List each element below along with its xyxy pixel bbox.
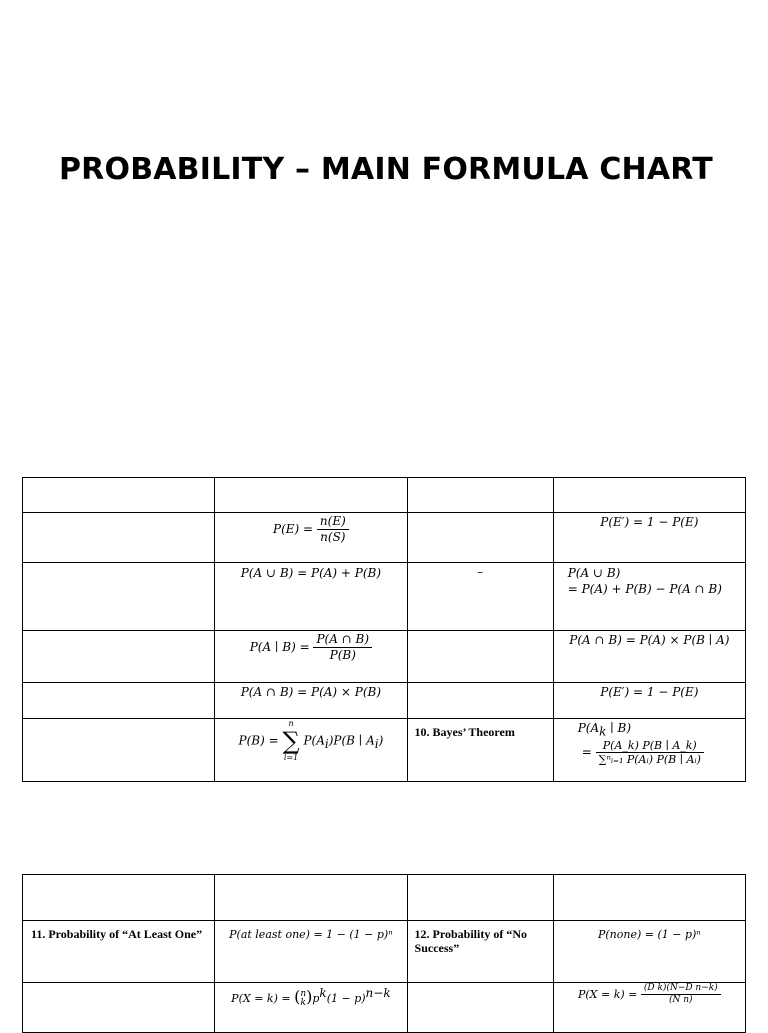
- formula-text: P(A ∪ B) = P(A) + P(B): [240, 566, 382, 580]
- subscript: i: [324, 736, 329, 751]
- table-cell: [553, 875, 745, 921]
- fraction-denominator: (N n): [669, 995, 693, 1005]
- table-row: [23, 875, 746, 921]
- fraction-numerator: n(E): [317, 514, 349, 530]
- formula-text: P(A ∩ B) = P(A) × P(B ∣ A): [569, 633, 730, 647]
- total-probability-formula: [215, 719, 407, 782]
- conditional-probability-formula: [215, 631, 407, 683]
- formula-text: P(at least one) = 1 − (1 − p)ⁿ: [229, 928, 393, 941]
- table-row: [23, 983, 746, 1033]
- table-cell: [407, 563, 553, 631]
- no-success-label: 12. Probability of “No Success”: [414, 927, 527, 955]
- table-cell: [23, 983, 215, 1033]
- hypergeometric-formula: [553, 983, 745, 1033]
- independent-events-formula: [215, 683, 407, 719]
- table-cell: [23, 478, 215, 513]
- formula-text: ∣ B): [606, 721, 632, 735]
- table-row: [23, 921, 746, 983]
- table-row: [23, 563, 746, 631]
- equals-sign: =: [581, 745, 592, 760]
- formula-table-1: [22, 477, 746, 782]
- formula-text: P(E) =: [273, 522, 317, 536]
- formula-text: P(B) =: [238, 733, 283, 748]
- table-cell: [407, 631, 553, 683]
- complement-formula: [553, 513, 745, 563]
- fraction: [317, 514, 349, 545]
- formula-table-2: [22, 874, 746, 1033]
- table-row: [23, 478, 746, 513]
- formula-text: P(X = k) =: [577, 988, 641, 1001]
- summation-upper-limit: n: [288, 719, 294, 728]
- fraction-numerator: P(A_k) P(B ∣ A_k): [596, 739, 704, 753]
- table-cell: [407, 683, 553, 719]
- formula-text: )P(B ∣ A: [328, 733, 375, 748]
- summation-lower-limit: i=1: [283, 753, 299, 762]
- table-cell: [23, 921, 215, 983]
- no-success-formula: [553, 921, 745, 983]
- fraction-denominator: P(B): [329, 648, 356, 662]
- table-cell: [407, 478, 553, 513]
- table-row: [23, 719, 746, 782]
- dash-text: –: [477, 565, 484, 579]
- formula-text: P(A ∪ B): [567, 566, 621, 580]
- table-cell: [215, 478, 407, 513]
- summation: [282, 719, 299, 763]
- binomial-probability-formula: P(X = k) = ( n k )$p^k(1 - p)^{n-k}$: [215, 983, 407, 1033]
- subscript: k: [599, 724, 607, 739]
- fraction-denominator: n(S): [320, 530, 346, 544]
- fraction: [596, 739, 704, 766]
- bayes-theorem-label: 10. Bayes’ Theorem: [414, 725, 515, 739]
- bayes-theorem-formula: [553, 719, 745, 782]
- multiplication-rule-formula: [553, 631, 745, 683]
- fraction-numerator: P(A ∩ B): [313, 632, 372, 648]
- classical-probability-formula: [215, 513, 407, 563]
- fraction: [313, 632, 372, 663]
- mutually-exclusive-addition-formula: [215, 563, 407, 631]
- table-cell: [407, 983, 553, 1033]
- table-cell: [23, 875, 215, 921]
- table-cell: [407, 513, 553, 563]
- formula-text: P(A ∩ B) = P(A) × P(B): [240, 685, 382, 699]
- binomial-top: n: [300, 988, 307, 999]
- formula-text: P(A: [577, 721, 600, 735]
- table-cell: [23, 683, 215, 719]
- at-least-one-formula: [215, 921, 407, 983]
- table-row: [23, 631, 746, 683]
- formula-text: P(X = k) =: [231, 992, 295, 1005]
- superscript: k: [319, 986, 327, 1000]
- formula-text: P(A ∣ B) =: [249, 640, 314, 654]
- table-cell: [23, 563, 215, 631]
- table-cell: [553, 478, 745, 513]
- formula-text: P(E′) = 1 − P(E): [600, 685, 699, 699]
- table-cell: [407, 875, 553, 921]
- formula-text: ): [378, 733, 384, 748]
- formula-text: = P(A) + P(B) − P(A ∩ B): [567, 582, 722, 596]
- general-addition-formula: [553, 563, 745, 631]
- formula-text: P(none) = (1 − p)ⁿ: [597, 928, 701, 941]
- fraction-denominator: ∑ⁿᵢ₌₁ P(Aᵢ) P(B ∣ Aᵢ): [598, 753, 701, 767]
- table-row: [23, 683, 746, 719]
- formula-text: P(E′) = 1 − P(E): [600, 515, 699, 529]
- formula-text: P(A: [303, 733, 325, 748]
- table-cell: [407, 719, 553, 782]
- fraction-numerator: (D k)(N−D n−k): [641, 983, 721, 995]
- page-title: PROBABILITY – MAIN FORMULA CHART: [59, 152, 713, 187]
- formula-text: p: [312, 992, 320, 1005]
- superscript: n−k: [365, 986, 391, 1000]
- binomial-bottom: k: [300, 997, 306, 1008]
- at-least-one-label: 11. Probability of “At Least One”: [31, 927, 203, 941]
- subscript: i: [374, 736, 379, 751]
- fraction: [641, 983, 721, 1006]
- complement-formula: [553, 683, 745, 719]
- table-cell: [23, 719, 215, 782]
- table-cell: [23, 513, 215, 563]
- formula-text: (1 − p): [326, 992, 366, 1005]
- sigma-symbol: ∑: [282, 727, 300, 755]
- table-cell: [407, 921, 553, 983]
- table-row: [23, 513, 746, 563]
- table-cell: [23, 631, 215, 683]
- table-cell: [215, 875, 407, 921]
